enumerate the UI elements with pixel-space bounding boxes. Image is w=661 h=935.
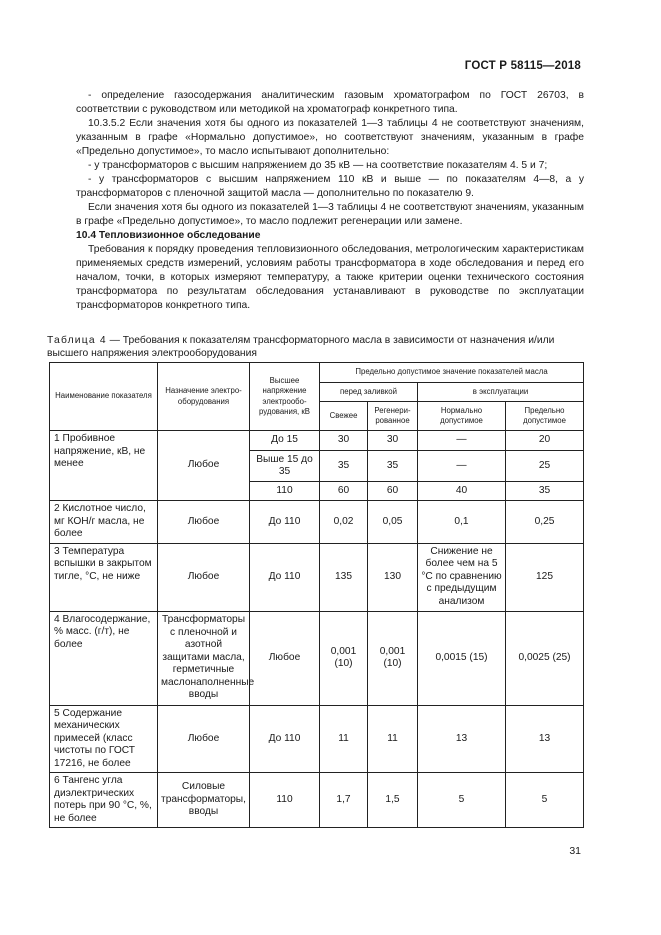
paragraph: Если значения хотя бы одного из показателей 1—3 таблицы 4 не соответствуют значениям, указанным в графе «Предельно допустимое», то масло подлежит регенерации или замене. (76, 202, 584, 227)
row-1b-regen: 35 (368, 451, 418, 482)
row-1a-normal: — (418, 431, 506, 451)
row-1a-regen: 30 (368, 431, 418, 451)
row-1b-normal: — (418, 451, 506, 482)
row-1c-limit: 35 (506, 482, 584, 501)
row-6-name: 6 Тангенс угла диэлектрических потерь при 90 °С, %, не более (50, 773, 158, 828)
header-fresh: Свежее (320, 402, 368, 431)
row-2-name: 2 Кислотное число, мг КОН/г масла, не более (50, 501, 158, 544)
row-1a-fresh: 30 (320, 431, 368, 451)
header-regen: Регенери-рованное (368, 402, 418, 431)
row-4-name: 4 Влагосодержание, % масс. (г/т), не более (50, 611, 158, 705)
row-4-fresh: 0,001 (10) (320, 611, 368, 705)
row-5-fresh: 11 (320, 705, 368, 773)
header-before: перед заливкой (320, 383, 418, 402)
row-4-limit: 0,0025 (25) (506, 611, 584, 705)
row-2-voltage: До 110 (250, 501, 320, 544)
row-4-purpose: Трансформаторы с пленочной и азотной защитами масла, герметичные маслонаполненные вводы (158, 611, 250, 705)
paragraph: - у трансформаторов с высшим напряжением до 35 кВ — на соответствие показателям 4. 5 и 7; (88, 160, 548, 171)
row-1b-voltage: Выше 15 до 35 (250, 451, 320, 482)
paragraph: Требования к порядку проведения тепловизионного обследования, метрологическим характеристикам применяемых средств измерений, условиям работы трансформатора в ходе обследования и перед его началом, точки, в которых измеряют температуру, а также критерии оценки технического состояния трансформатора по результатам обследования устанавливают в руководстве по эксплуатации трансформаторов конкретного типа. (76, 244, 584, 311)
row-1-name: 1 Пробивное напряжение, кВ, не менее (50, 431, 158, 501)
header-limit: Предельно допустимое (506, 402, 584, 431)
row-3-name: 3 Температура вспышки в закрытом тигле, °С, не ниже (50, 543, 158, 611)
header-limits: Предельно допустимое значение показателей масла (320, 363, 584, 383)
row-6-voltage: 110 (250, 773, 320, 828)
row-1a-voltage: До 15 (250, 431, 320, 451)
section-title: 10.4 Тепловизионное обследование (76, 230, 261, 241)
table-caption (47, 334, 584, 360)
row-6-fresh: 1,7 (320, 773, 368, 828)
document-header: ГОСТ Р 58115—2018 (464, 60, 581, 72)
header-purpose: Назначение электро-оборудования (158, 363, 250, 431)
row-3-purpose: Любое (158, 543, 250, 611)
row-5-regen: 11 (368, 705, 418, 773)
row-1b-limit: 25 (506, 451, 584, 482)
row-1a-limit: 20 (506, 431, 584, 451)
row-1c-fresh: 60 (320, 482, 368, 501)
row-1b-fresh: 35 (320, 451, 368, 482)
paragraph: 10.3.5.2 Если значения хотя бы одного из показателей 1—3 таблицы 4 не соответствуют значениям, указанным в графе «Нормально допустимое», но соответствуют значениям, указанным в графе «Предельно допустимое», то масло испытывают дополнительно: (76, 118, 584, 157)
row-5-purpose: Любое (158, 705, 250, 773)
row-6-regen: 1,5 (368, 773, 418, 828)
table-caption-label: Таблица 4 (47, 335, 107, 346)
row-2-regen: 0,05 (368, 501, 418, 544)
row-2-normal: 0,1 (418, 501, 506, 544)
row-5-voltage: До 110 (250, 705, 320, 773)
header-operation: в эксплуатации (418, 383, 584, 402)
page-number: 31 (569, 845, 581, 857)
row-3-normal: Снижение не более чем на 5 °С по сравнению с предыдущим анализом (418, 543, 506, 611)
paragraph: - у трансформаторов с высшим напряжением 110 кВ и выше — по показателям 4—8, а у трансформаторов с пленочной защитой масла — дополнительно по показателю 9. (76, 174, 584, 199)
row-6-purpose: Силовые трансформаторы, вводы (158, 773, 250, 828)
row-5-name: 5 Содержание механических примесей (класс чистоты по ГОСТ 17216, не более (50, 705, 158, 773)
row-1c-normal: 40 (418, 482, 506, 501)
row-3-voltage: До 110 (250, 543, 320, 611)
row-2-purpose: Любое (158, 501, 250, 544)
row-2-limit: 0,25 (506, 501, 584, 544)
table-caption-text: — Требования к показателям трансформаторного масла в зависимости от назначения и/или высшего напряжения электрооборудования (47, 335, 555, 359)
row-5-normal: 13 (418, 705, 506, 773)
row-6-limit: 5 (506, 773, 584, 828)
row-2-fresh: 0,02 (320, 501, 368, 544)
row-1-purpose: Любое (158, 431, 250, 501)
row-3-limit: 125 (506, 543, 584, 611)
requirements-table (49, 362, 584, 828)
header-voltage: Высшее напряжение электрообо-рудования, кВ (250, 363, 320, 431)
row-5-limit: 13 (506, 705, 584, 773)
row-1c-regen: 60 (368, 482, 418, 501)
header-name: Наименование показателя (50, 363, 158, 431)
row-3-regen: 130 (368, 543, 418, 611)
row-4-regen: 0,001 (10) (368, 611, 418, 705)
body-text (76, 89, 584, 313)
row-4-voltage: Любое (250, 611, 320, 705)
paragraph: - определение газосодержания аналитическим газовым хроматографом по ГОСТ 26703, в соответствии с руководством или методикой на хроматограф конкретного типа. (76, 90, 584, 115)
row-6-normal: 5 (418, 773, 506, 828)
row-4-normal: 0,0015 (15) (418, 611, 506, 705)
row-3-fresh: 135 (320, 543, 368, 611)
row-1c-voltage: 110 (250, 482, 320, 501)
header-normal: Нормально допустимое (418, 402, 506, 431)
